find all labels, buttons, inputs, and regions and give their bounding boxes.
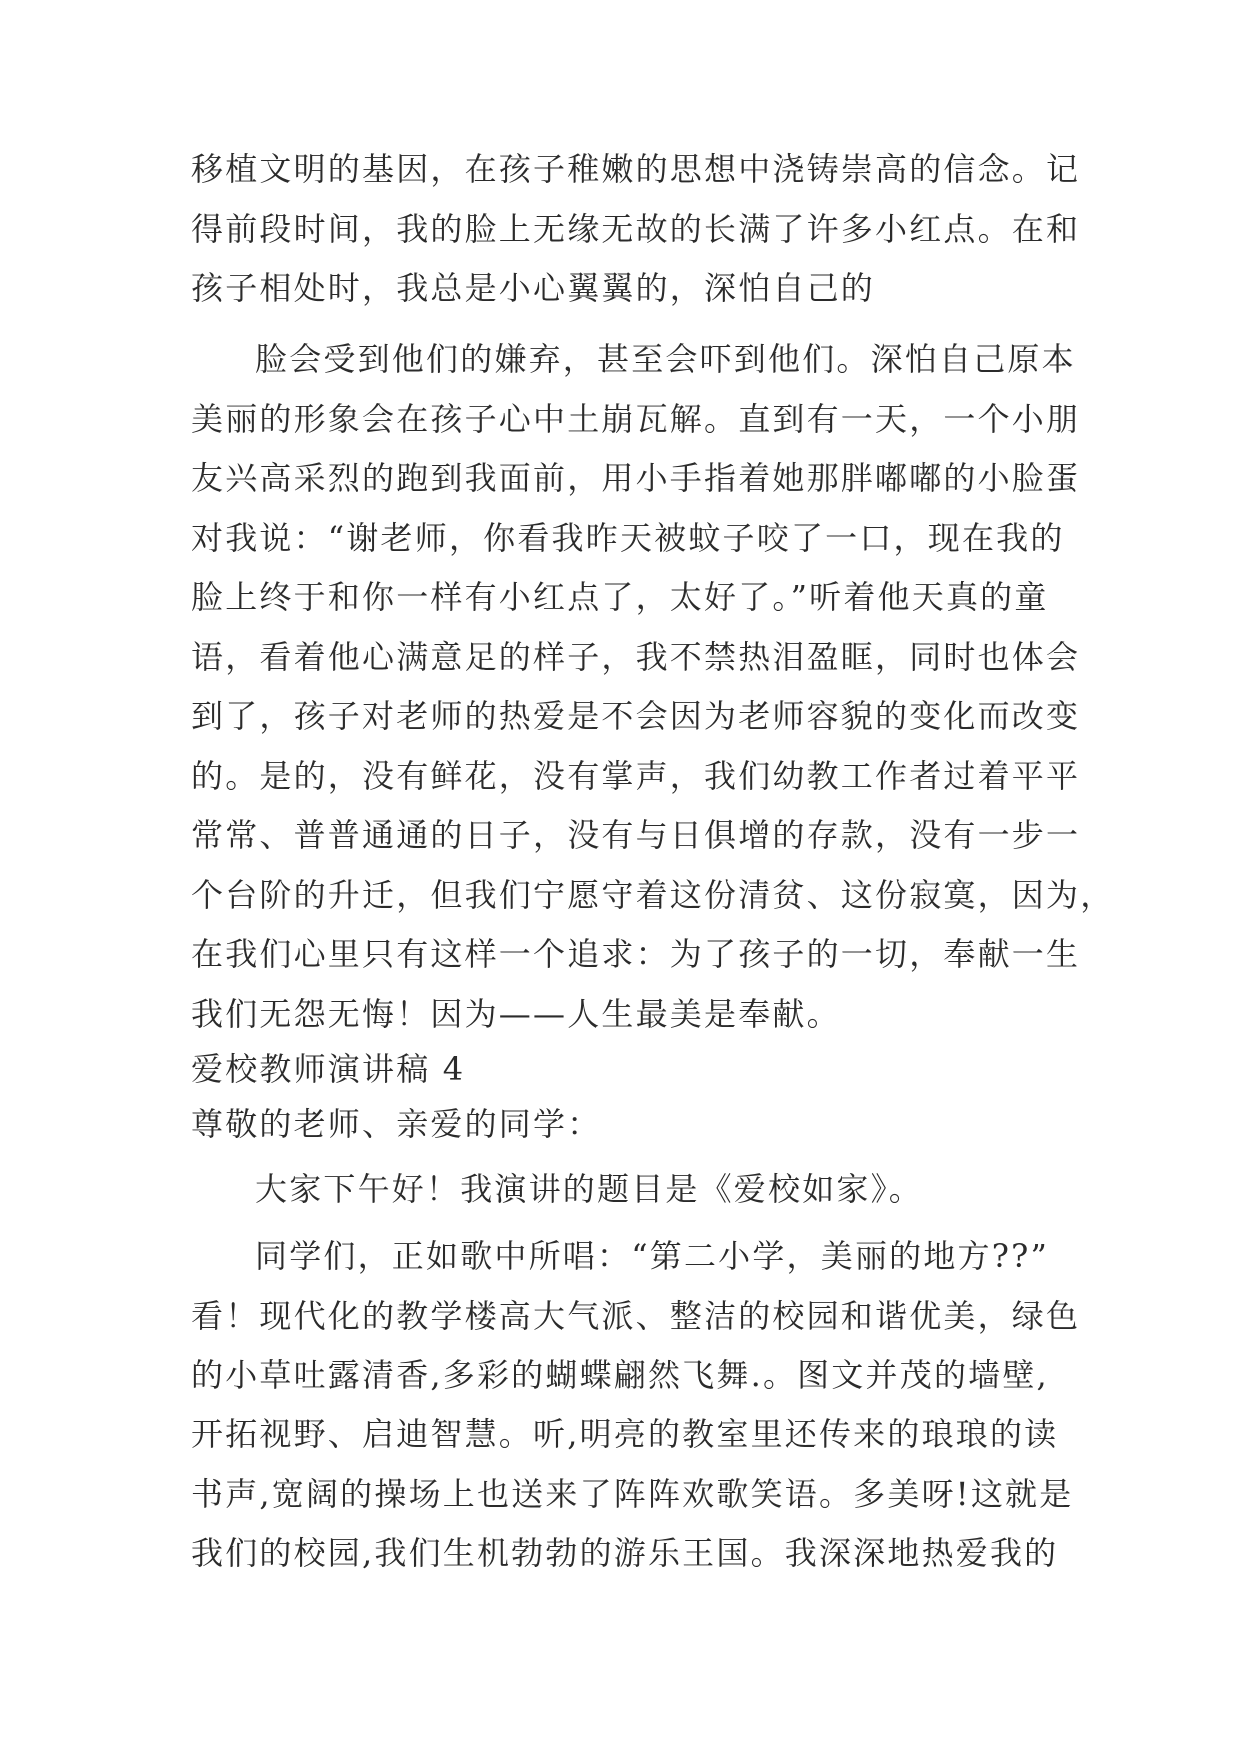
text-line: 同学们，正如歌中所唱：“第二小学，美丽的地方??” [255,1237,1050,1275]
text-line: 我们无怨无悔！因为——人生最美是奉献。 [191,995,841,1033]
text-line: 得前段时间，我的脸上无缘无故的长满了许多小红点。在和 [191,210,1081,248]
text-line: 看！现代化的教学楼高大气派、整洁的校园和谐优美，绿色 [191,1297,1081,1335]
text-line: 书声,宽阔的操场上也送来了阵阵欢歌笑语。多美呀!这就是 [191,1475,1074,1513]
text-line: 脸会受到他们的嫌弃，甚至会吓到他们。深怕自己原本 [255,340,1076,378]
text-line: 语，看着他心满意足的样子，我不禁热泪盈眶，同时也体会 [191,638,1081,676]
text-line: 脸上终于和你一样有小红点了，太好了。”听着他天真的童 [191,578,1049,616]
text-line: 友兴高采烈的跑到我面前，用小手指着她那胖嘟嘟的小脸蛋 [191,459,1081,497]
text-line: 个台阶的升迁，但我们宁愿守着这份清贫、这份寂寞，因为， [191,876,1115,914]
text-line: 我们的校园,我们生机勃勃的游乐王国。我深深地热爱我的 [191,1534,1059,1572]
text-line: 常常、普普通通的日子，没有与日俱增的存款，没有一步一 [191,816,1081,854]
text-line: 移植文明的基因，在孩子稚嫩的思想中浇铸崇高的信念。记 [191,150,1081,188]
text-line: 美丽的形象会在孩子心中土崩瓦解。直到有一天，一个小朋 [191,400,1081,438]
salutation: 尊敬的老师、亲爱的同学： [191,1105,602,1143]
text-line: 在我们心里只有这样一个追求：为了孩子的一切，奉献一生 [191,935,1081,973]
text-line: 对我说：“谢老师，你看我昨天被蚊子咬了一口，现在我的 [191,519,1065,557]
text-line: 的。是的，没有鲜花，没有掌声，我们幼教工作者过着平平 [191,757,1081,795]
section-heading: 爱校教师演讲稿 4 [191,1050,466,1088]
text-line: 的小草吐露清香,多彩的蝴蝶翩然飞舞.。图文并茂的墙壁, [191,1356,1049,1394]
text-line: 大家下午好！我演讲的题目是《爱校如家》。 [255,1170,924,1208]
text-line: 到了，孩子对老师的热爱是不会因为老师容貌的变化而改变 [191,697,1081,735]
text-line: 孩子相处时，我总是小心翼翼的，深怕自己的 [191,269,876,307]
text-line: 开拓视野、启迪智慧。听,明亮的教室里还传来的琅琅的读 [191,1415,1059,1453]
